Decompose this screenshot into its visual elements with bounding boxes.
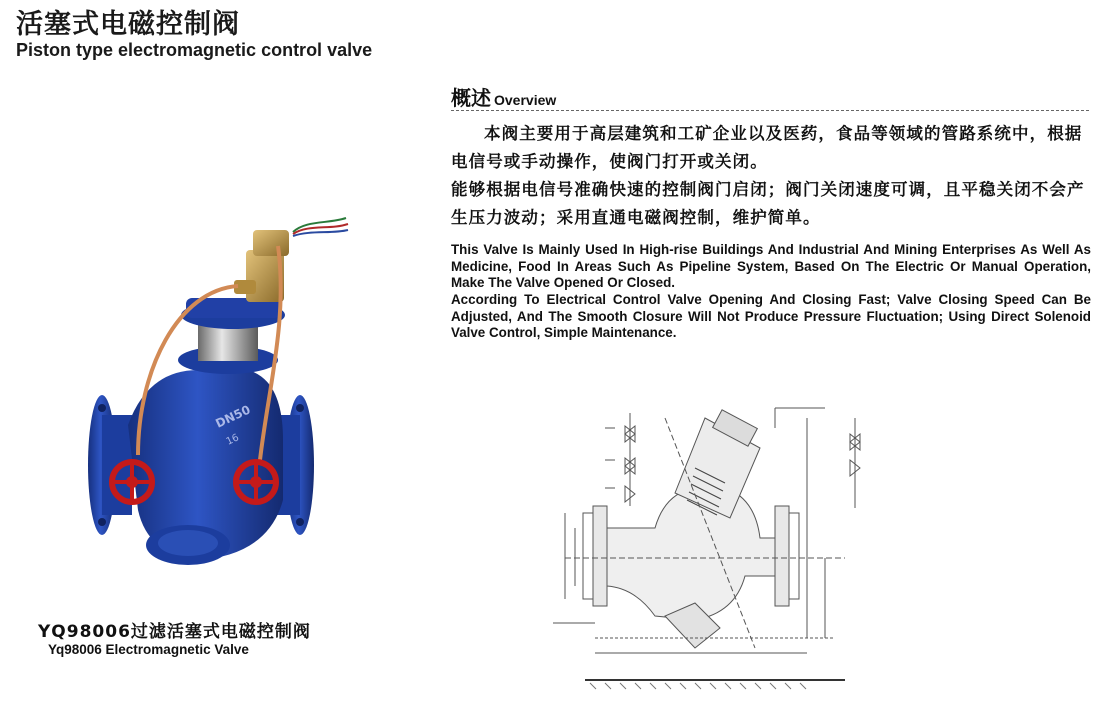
overview-heading-en: Overview (494, 92, 557, 108)
body-marking: DN50 (213, 402, 253, 431)
overview-paragraph-en-2: According To Electrical Control Valve Opening And Closing Fast; Valve Closing Speed Can Be Adjusted, And The Smooth Closure Will Not Produce Pressure Fluctuation; Using Direct Solenoid Valve Control, Simple Maintenance. (451, 292, 1091, 340)
overview-paragraph-cn-1: 本阀主要用于高层建筑和工矿企业以及医药，食品等领域的管路系统中，根据电信号或手动操作，使阀门打开或关闭。 (451, 124, 1083, 171)
body-marking-2: 16 (224, 432, 241, 448)
overview-heading (451, 82, 1089, 111)
valve-technical-drawing (545, 398, 865, 698)
right-handwheel-icon (236, 462, 276, 502)
left-handwheel-icon (112, 462, 152, 502)
valve-product-photo (78, 210, 368, 580)
overview-paragraph-cn-2: 能够根据电信号准确快速的控制阀门启闭；阀门关闭速度可调，且平稳关闭不会产生压力波动；采用直通电磁阀控制，维护简单。 (451, 180, 1085, 227)
product-caption-cn: YQ98006过滤活塞式电磁控制阀 (38, 622, 311, 642)
page-title-en: Piston type electromagnetic control valve (16, 40, 373, 60)
product-caption-en: Yq98006 Electromagnetic Valve (48, 642, 249, 657)
overview-paragraph-en-1: This Valve Is Mainly Used In High-rise Buildings And Industrial And Mining Enterprises As Well As Medicine, Food In Areas Such As Pipeline System, Based On The Electric Or Manual Operation, Make The Valve Opened Or Closed. (451, 242, 1091, 290)
overview-heading-cn: 概述 (451, 86, 491, 110)
page-title-cn: 活塞式电磁控制阀 (16, 9, 240, 40)
